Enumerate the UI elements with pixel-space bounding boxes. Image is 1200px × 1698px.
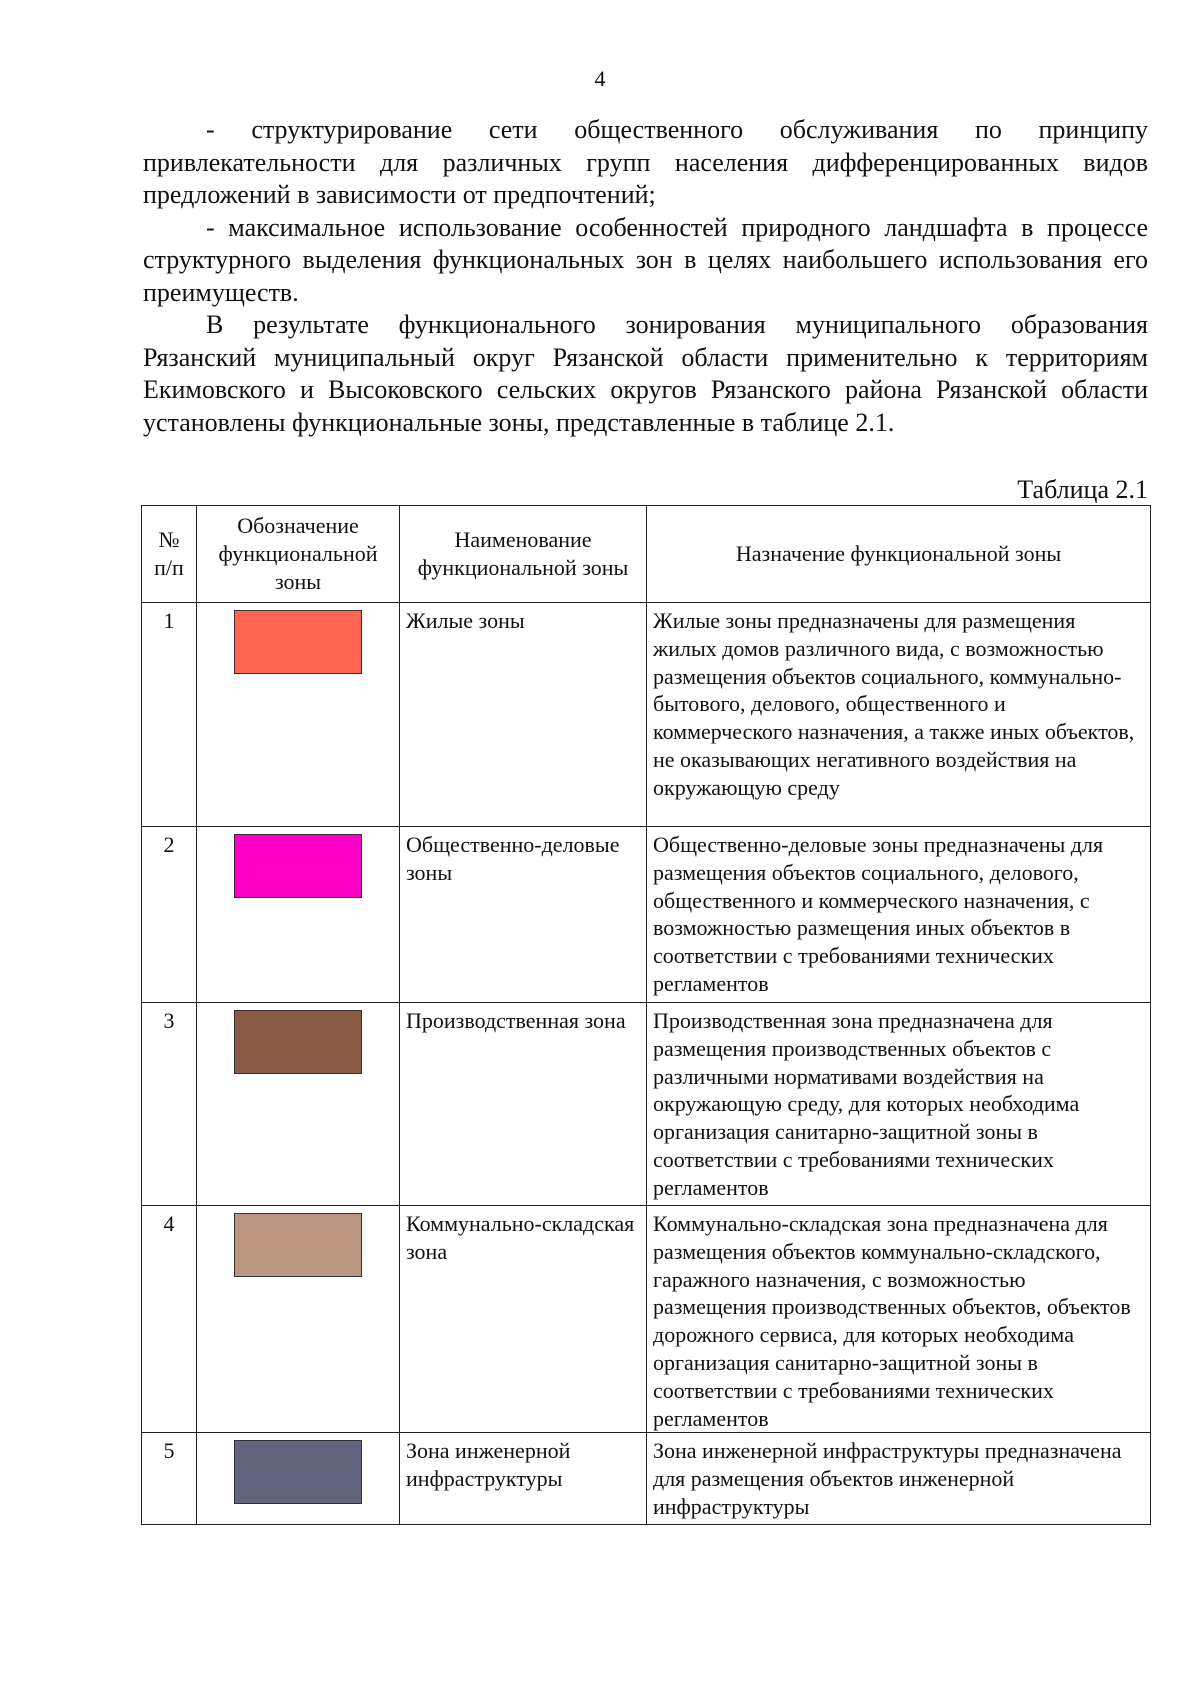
zone-designation-cell: [197, 1206, 400, 1433]
row-number: 2: [142, 827, 197, 1003]
paragraph-zoning-result: В результате функционального зонирования муниципального образования Рязанский муниципальный округ Рязанской области применительно к территориям Екимовского и Высоковского сельских округов Рязанского района Рязанской области установлены функциональные зоны, представленные в таблице 2.1.: [143, 310, 1148, 437]
table-caption: Таблица 2.1: [1017, 475, 1148, 504]
page-number: 4: [594, 66, 606, 91]
functional-zones-table: [141, 505, 1151, 1525]
zone-color-swatch: [234, 1010, 362, 1074]
zone-purpose: Коммунально-складская зона предназначена для размещения объектов коммунально-складского, гаражного назначения, с возможностью размещения производственных объектов, объектов дорожного сервиса, для которых необходима организация санитарно-защитной зоны в соответствии с требованиями технических регламентов: [647, 1206, 1151, 1433]
table-row: [142, 827, 1151, 1003]
zone-color-swatch: [234, 1213, 362, 1277]
header-designation: Обозначение функциональной зоны: [197, 506, 400, 603]
zone-designation-cell: [197, 1433, 400, 1525]
zone-name: Производственная зона: [400, 1003, 647, 1206]
zone-designation-cell: [197, 827, 400, 1003]
zone-color-swatch: [234, 1440, 362, 1504]
zone-color-swatch: [234, 834, 362, 898]
table-row: [142, 1003, 1151, 1206]
paragraph-landscape: - максимальное использование особенностей природного ландшафта в процессе структурного выделения функциональных зон в целях наибольшего использования его преимуществ.: [143, 212, 1148, 307]
table-row: [142, 1206, 1151, 1433]
row-number: 4: [142, 1206, 197, 1433]
zone-color-swatch: [234, 610, 362, 674]
zone-name: Общественно-деловые зоны: [400, 827, 647, 1003]
zone-purpose: Зона инженерной инфраструктуры предназначена для размещения объектов инженерной инфраструктуры: [647, 1433, 1151, 1525]
zone-purpose: Производственная зона предназначена для размещения производственных объектов с различными нормативами воздействия на окружающую среду, для которых необходима организация санитарно-защитной зоны в соответствии с требованиями технических регламентов: [647, 1003, 1151, 1206]
zone-designation-cell: [197, 1003, 400, 1206]
table-row: [142, 603, 1151, 827]
row-number: 5: [142, 1433, 197, 1525]
table-row: [142, 1433, 1151, 1525]
zone-name: Зона инженерной инфраструктуры: [400, 1433, 647, 1525]
paragraph-structuring: - структурирование сети общественного обслуживания по принципу привлекательности для различных групп населения дифференцированных видов предложений в зависимости от предпочтений;: [143, 115, 1148, 209]
row-number: 1: [142, 603, 197, 827]
row-number: 3: [142, 1003, 197, 1206]
table-header-row: [142, 506, 1151, 603]
zone-designation-cell: [197, 603, 400, 827]
header-name: Наименование функциональной зоны: [400, 506, 647, 603]
zone-purpose: Жилые зоны предназначены для размещения жилых домов различного вида, с возможностью размещения объектов социального, коммунально-бытового, делового, общественного и коммерческого назначения, а также иных объектов, не оказывающих негативного воздействия на окружающую среду: [647, 603, 1151, 827]
zone-name: Коммунально-складская зона: [400, 1206, 647, 1433]
header-num: № п/п: [142, 506, 197, 603]
zone-name: Жилые зоны: [400, 603, 647, 827]
body-text: [143, 114, 1148, 439]
header-purpose: Назначение функциональной зоны: [647, 506, 1151, 603]
zone-purpose: Общественно-деловые зоны предназначены для размещения объектов социального, делового, общественного и коммерческого назначения, с возможностью размещения иных объектов в соответствии с требованиями технических регламентов: [647, 827, 1151, 1003]
